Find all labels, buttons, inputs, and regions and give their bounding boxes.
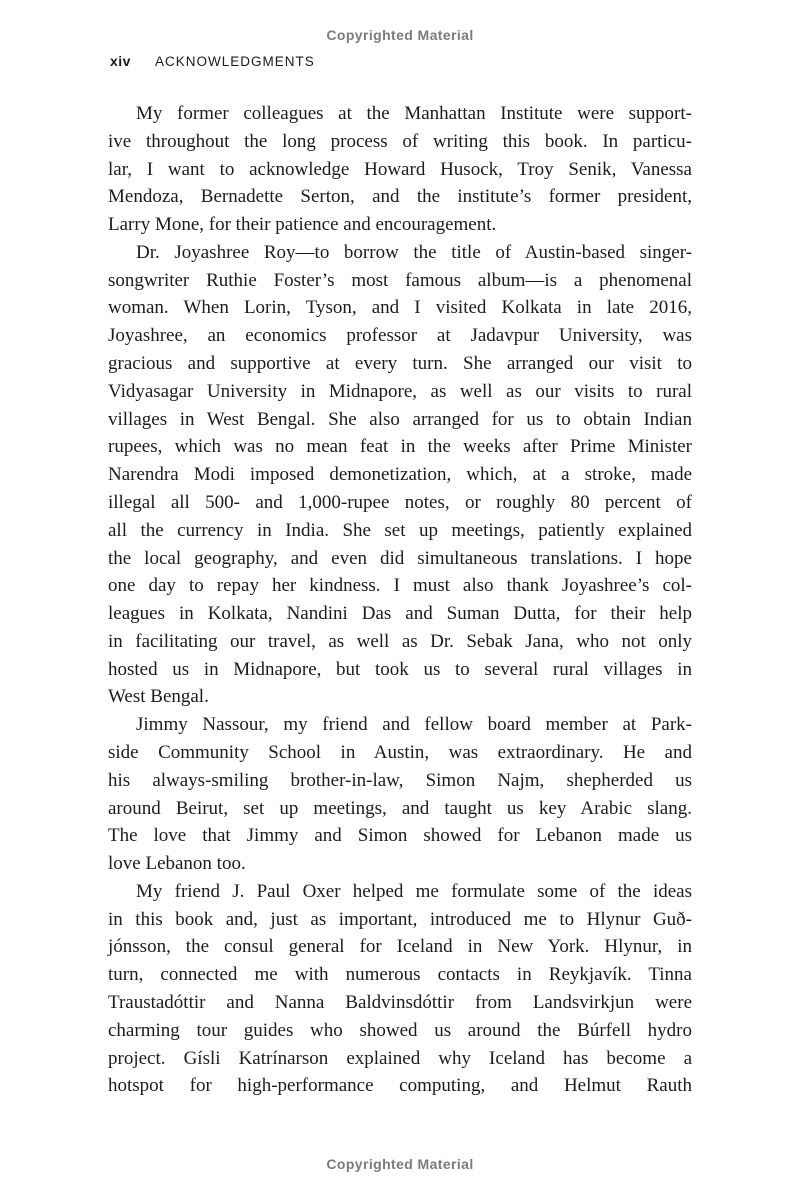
text-line: The love that Jimmy and Simon showed for Lebanon made us bbox=[108, 825, 692, 847]
text-line: Joyashree, an economics professor at Jadavpur University, was bbox=[108, 325, 692, 347]
text-line: Traustadóttir and Nanna Baldvinsdóttir from Landsvirkjun were bbox=[108, 992, 692, 1013]
text-line: Jimmy Nassour, my friend and fellow board member at Park- bbox=[136, 714, 692, 736]
text-line: ive throughout the long process of writing this book. In particu- bbox=[108, 130, 692, 152]
page-header bbox=[110, 53, 315, 71]
text-line: West Bengal. bbox=[108, 686, 209, 708]
text-line: turn, connected me with numerous contacts in Reykjavík. Tinna bbox=[108, 964, 692, 986]
text-line: hosted us in Midnapore, but took us to several rural villages in bbox=[108, 658, 692, 680]
text-line: one day to repay her kindness. I must also thank Joyashree’s col- bbox=[108, 575, 692, 597]
text-line: lar, I want to acknowledge Howard Husock, Troy Senik, Vanessa bbox=[108, 158, 692, 180]
text-line: all the currency in India. She set up meetings, patiently explained bbox=[108, 519, 692, 541]
text-line: illegal all 500- and 1,000-rupee notes, or roughly 80 percent of bbox=[108, 491, 692, 513]
text-line: My friend J. Paul Oxer helped me formulate some of the ideas bbox=[136, 880, 692, 902]
text-line: woman. When Lorin, Tyson, and I visited Kolkata in late 2016, bbox=[108, 297, 692, 319]
paragraph bbox=[108, 100, 692, 239]
text-line: his always-smiling brother-in-law, Simon Najm, shepherded us bbox=[108, 769, 692, 791]
text-line: around Beirut, set up meetings, and taught us key Arabic slang. bbox=[108, 797, 692, 819]
paragraph bbox=[108, 239, 692, 711]
text-line: gracious and supportive at every turn. She arranged our visit to bbox=[108, 353, 692, 375]
paragraph bbox=[108, 878, 692, 1100]
text-line: hotspot for high-performance computing, and Helmut Rauth bbox=[108, 1075, 692, 1097]
text-line: in facilitating our travel, as well as Dr. Sebak Jana, who not only bbox=[108, 630, 692, 652]
text-line: jónsson, the consul general for Iceland in New York. Hlynur, in bbox=[108, 936, 692, 958]
text-line: My former colleagues at the Manhattan Institute were support- bbox=[136, 103, 692, 124]
text-line: Vidyasagar University in Midnapore, as well as our visits to rural bbox=[108, 380, 692, 402]
text-line: side Community School in Austin, was extraordinary. He and bbox=[108, 741, 692, 763]
text-line: the local geography, and even did simultaneous translations. I hope bbox=[108, 547, 692, 569]
running-title: ACKNOWLEDGMENTS bbox=[154, 54, 315, 69]
text-line: Mendoza, Bernadette Serton, and the institute’s former president, bbox=[108, 186, 692, 208]
text-line: Larry Mone, for their patience and encouragement. bbox=[108, 214, 497, 236]
text-line: leagues in Kolkata, Nandini Das and Suman Dutta, for their help bbox=[108, 603, 692, 625]
copyright-notice-top: Copyrighted Material bbox=[326, 27, 474, 43]
text-line: Dr. Joyashree Roy—to borrow the title of Austin-based singer- bbox=[136, 241, 692, 263]
text-line: charming tour guides who showed us around the Búrfell hydro bbox=[108, 1019, 692, 1041]
text-line: villages in West Bengal. She also arranged for us to obtain Indian bbox=[108, 408, 692, 430]
copyright-notice-bottom: Copyrighted Material bbox=[326, 1156, 474, 1172]
body-text bbox=[108, 100, 692, 1100]
text-line: love Lebanon too. bbox=[108, 853, 246, 875]
page-number: xiv bbox=[110, 53, 131, 69]
text-line: in this book and, just as important, introduced me to Hlynur Guð- bbox=[108, 908, 692, 930]
text-line: songwriter Ruthie Foster’s most famous album—is a phenomenal bbox=[108, 269, 692, 291]
paragraph bbox=[108, 711, 692, 878]
text-line: Narendra Modi imposed demonetization, which, at a stroke, made bbox=[108, 464, 692, 486]
text-line: project. Gísli Katrínarson explained why Iceland has become a bbox=[108, 1047, 692, 1069]
text-line: rupees, which was no mean feat in the weeks after Prime Minister bbox=[108, 436, 692, 458]
